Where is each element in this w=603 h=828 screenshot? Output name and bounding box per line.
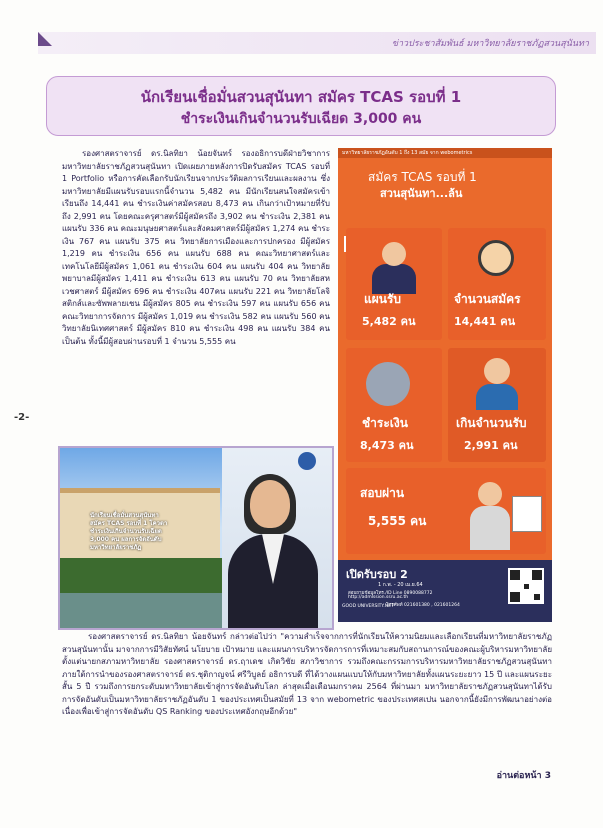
stat-label-plan: แผนรับ: [364, 292, 402, 306]
article-paragraph-1: รองศาสตราจารย์ ดร.นิลทิยา น้อยจันทร์ รองอธิการบดีฝ่ายวิชาการ มหาวิทยาลัยราชภัฏสวนสุนันทา เปิดเผยภายหลังการปิดรับสมัคร TCAS รอบที่ 1 Portfolio หรือการคัดเลือกรับนักเรียนจากประวัติผลการเรียนและผลงาน ซึ่งมหาวิทยาลัยมีแผนรับรอบแรกนี้จำนวน 5,482 คน มีนักเรียนสนใจสมัครเข้าเรียนถึง 14,441 คน ชำระเงินค่าสมัครสอบ 8,473 คน เกินกว่าเป้าหมายที่รับถึง 2,991 คน โดยคณะครุศาสตร์มีผู้สมัครถึง 3,902 คน ชำระเงิน 2,381 คน แผนรับ 336 คน คณะมนุษยศาสตร์และสังคมศาสตร์มีผู้สมัคร 1,274 คน ชำระเงิน 767 คน แผนรับ 375 คน วิทยาลัยการเมืองและการปกครอง มีผู้สมัคร 1,219 คน ชำระเงิน 656 คน แผนรับ 688 คน คณะวิทยาศาสตร์และเทคโนโลยีมีผู้สมัคร 1,061 คน ชำระเงิน 604 คน แผนรับ 404 คน วิทยาลัยพยาบาลมีผู้สมัคร 1,411 คน ชำระเงิน 613 คน แผนรับ 70 คน วิทยาลัยสหเวชศาสตร์ มีผู้สมัคร 696 คน ชำระเงิน 407คน แผนรับ 221 คน วิทยาลัยโลจิสติกส์และซัพพลายเชน มีผู้สมัคร 805 คน ชำระเงิน 597 คน แผนรับ 656 คน คณะวิทยาการจัดการ มีผู้สมัคร 1,019 คน ชำระเงิน 582 คน แผนรับ 560 คน วิทยาลัยนิเทศศาสตร์ มีผู้สมัคร 810 คน ชำระเงิน 498 คน แผนรับ 384 คน เป็นต้น ทั้งนี้มีผู้สอบผ่านรอบที่ 1 จำนวน 5,555 คน: [62, 149, 330, 346]
article-continuation: [62, 631, 552, 719]
article-paragraph-2: รองศาสตราจารย์ ดร.นิลทิยา น้อยจันทร์ กล่าวต่อไปว่า "ความสำเร็จจากการที่นักเรียนให้ความนิยมและเลือกเรียนที่มหาวิทยาลัยราชภัฏสวนสุนันทานั้น มาจากการมีวิสัยทัศน์ นโยบาย เป้าหมาย และแผนการบริหารจัดการการที่เหมาะสมกับสถานการณ์ของคณะผู้บริหารมหาวิทยาลัย ตั้งแต่นายกสภามหาวิทยาลัย รองศาสตราจารย์ ดร.ฤาเดช เกิดวิชัย สภาวิชาการ รวมถึงคณะกรรมการบริหารมหาวิทยาลัยราชภัฏสวนสุนันทา ภายใต้การนำของรองศาสตราจารย์ ดร.ชุติกาญจน์ ศรีวิบูลย์ อธิการบดี ที่ได้วางแผนแบบให้กับมหาวิทยาลัยทั้งแผนระยะยาว 15 ปี และแผนระยะสั้น 5 ปี รวมถึงการยกระดับมหาวิทยาลัยเข้าสู่การจัดอันดับโลก ล่าสุดเมื่อเดือนมกราคม 2564 ที่ผ่านมา มหาวิทยาลัยราชภัฏสวนสุนันทาได้รับการจัดอันดับเป็นมหาวิทยาลัยราชภัฏอันดับ 1 ของประเทศเป็นสมัยที่ 13 จาก webometric ของประเทศสเปน นอกจากนี้ยังมีการพัฒนาอย่างต่อเนื่องเพื่อเข้าสู่การจัดอันดับ QS Ranking ของประเทศอังกฤษอีกด้วย": [62, 632, 552, 716]
stat-label-over-quota: เกินจำนวนรับ: [456, 416, 527, 430]
photo-caption-line: มหาวิทยาลัยราชภัฏ: [90, 544, 142, 551]
stat-label-paid: ชำระเงิน: [362, 416, 408, 430]
tcas-infographic: [338, 148, 552, 622]
presenter-head-icon: [478, 482, 502, 506]
stat-panel-paid: [346, 348, 442, 462]
stat-panel-over-quota: [448, 348, 546, 462]
round-2-contact-url: http://admission.ssru.ac.th: [348, 595, 409, 600]
thinking-figure-body: [476, 384, 518, 410]
presenter-figure-icon: [470, 506, 510, 550]
good-university-logo: GOOD UNIVERSITY.NET: [342, 604, 394, 609]
round-2-banner: [338, 560, 552, 622]
stat-value-passed: 5,555 คน: [368, 514, 427, 528]
headline-box: [46, 76, 556, 136]
article-photo: [58, 446, 334, 630]
thinking-figure-icon: [484, 358, 510, 384]
photo-pond: [60, 593, 230, 628]
round-2-label: เปิดรับรอบ 2: [346, 568, 408, 581]
university-logo-icon: [298, 452, 316, 470]
page-number: -2-: [14, 412, 30, 423]
money-bag-icon: [366, 362, 410, 406]
portrait-face: [250, 480, 290, 528]
stat-panel-passed: [346, 468, 546, 554]
presenter-head-icon: [382, 242, 406, 266]
magnifier-figure-icon: [478, 240, 514, 276]
photo-caption-line: 3,000 คน ผลการจัดอันดับ: [90, 536, 162, 543]
chart-board-icon: [512, 496, 542, 532]
stat-label-applicants: จำนวนสมัคร: [454, 292, 521, 306]
article-column: [62, 148, 330, 348]
headline-line-2: ชำระเงินเกินจำนวนรับเฉียด 3,000 คน: [180, 111, 422, 127]
photo-caption-line: ชำระเงินเกินจำนวนรับเฉียด: [90, 528, 162, 535]
stat-label-passed: สอบผ่าน: [360, 486, 405, 500]
photo-caption-line: นักเรียนเชื่อมั่นสวนสุนันทา: [90, 512, 159, 519]
infographic-heading-2: สวนสุนันทา...ล้น: [380, 187, 463, 200]
infographic-top-line: มหาวิทยาลัยราชภัฏอันดับ 1 ถึง 13 สมัย จาก webometrics: [342, 150, 473, 156]
continue-on-page-label: อ่านต่อหน้า 3: [496, 771, 551, 781]
round-2-contact-tel: โทรศัพท์ 021601380 , 021601264: [386, 603, 460, 608]
headline-line-1: นักเรียนเชื่อมั่นสวนสุนันทา สมัคร TCAS รอบที่ 1: [140, 88, 462, 106]
photo-caption-line: สมัคร TCAS รอบที่ 1 โควตา: [90, 520, 168, 527]
qr-code-icon: [508, 568, 544, 604]
stat-value-over-quota: 2,991 คน: [464, 439, 518, 452]
photo-caption: [90, 512, 220, 552]
infographic-heading-1: สมัคร TCAS รอบที่ 1: [368, 170, 477, 184]
header-corner-decoration: [38, 32, 52, 46]
round-2-dates: 1 ก.พ. - 20 เม.ย.64: [378, 582, 423, 588]
round-2-contact-phone: สอบถามข้อมูลโทร./ID Line 0890088772: [348, 591, 433, 596]
header-section-label: ข่าวประชาสัมพันธ์ มหาวิทยาลัยราชภัฏสวนสุนันทา: [391, 39, 589, 49]
stat-panel-plan: [346, 228, 442, 340]
stat-value-applicants: 14,441 คน: [454, 315, 516, 328]
stat-panel-applicants: [448, 228, 546, 340]
stat-value-plan: 5,482 คน: [362, 315, 416, 328]
stat-value-paid: 8,473 คน: [360, 439, 414, 452]
